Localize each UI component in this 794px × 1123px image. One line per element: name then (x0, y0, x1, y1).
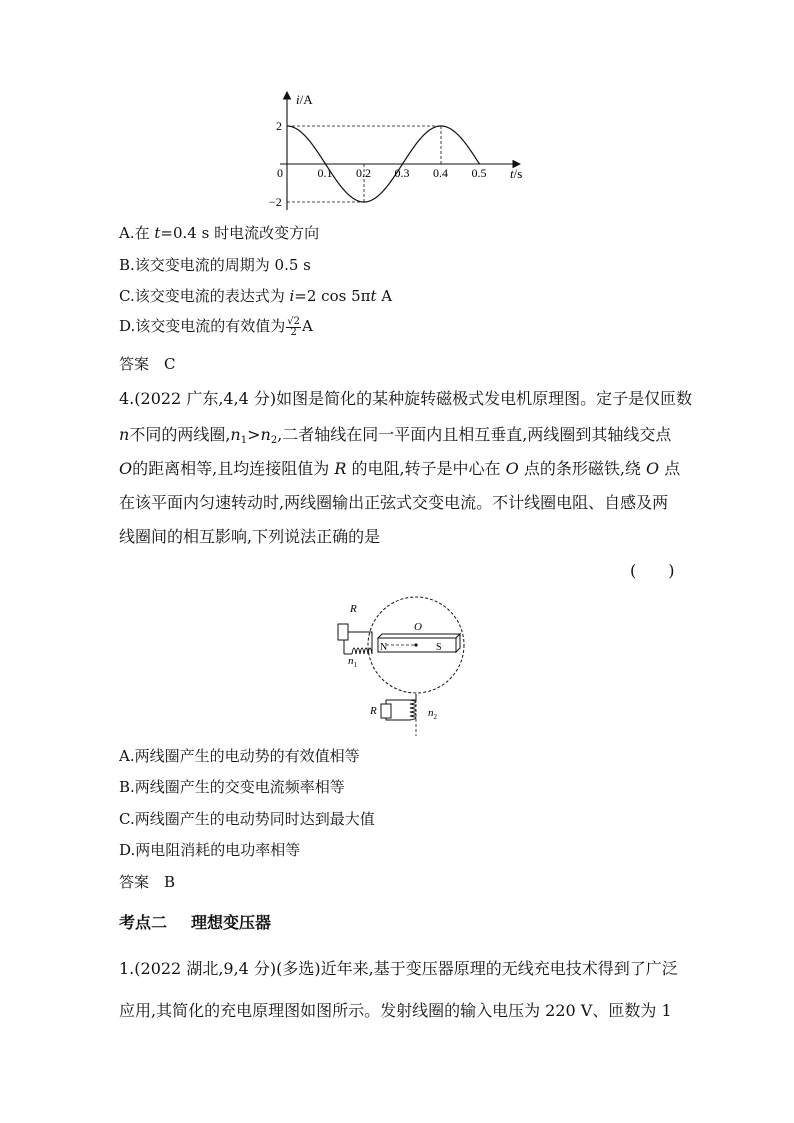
current-time-graph (260, 88, 530, 216)
q4-stem-line1: 4.(2022 广东,4,4 分)如图是简化的某种旋转磁极式发电机原理图。定子是仅匝数 (119, 389, 693, 408)
q4-answer: 答案 B (119, 873, 176, 891)
generator-diagram (330, 596, 470, 746)
y-tick-label: −2 (269, 195, 282, 209)
q4-option-b: B.两线圈产生的交变电流频率相等 (119, 778, 345, 796)
coil-n1 (338, 624, 372, 654)
resistor-label-2: R (370, 705, 377, 717)
q1-stem-line2: 应用,其简化的充电原理图如图所示。发射线圈的输入电压为 220 V、匝数为 1 (119, 1001, 672, 1020)
origin-label: 0 (277, 166, 283, 180)
x-tick-label: 0.5 (471, 166, 487, 180)
n1-label: $n_1$ (348, 655, 357, 669)
x-tick-label: 0.3 (394, 166, 410, 180)
q3-option-c: C.该交变电流的表达式为 i=2 cos 5πt A (119, 287, 393, 305)
center-o-label: O (414, 621, 422, 633)
resistor-label-1: R (350, 603, 357, 615)
q4-stem-line2: n不同的两线圈$,n_1>n_2$,二者轴线在同一平面内且相互垂直,两线圈到其轴线交点 (119, 425, 672, 446)
q3-answer: 答案 C (119, 355, 176, 373)
bar-magnet (378, 634, 460, 652)
q4-stem-line3: O的距离相等,且均连接阻值为 R 的电阻,转子是中心在 O 点的条形磁铁,绕 O 点 (119, 459, 681, 478)
q4-option-d: D.两电阻消耗的电功率相等 (119, 841, 301, 859)
y-axis-label: i/A (296, 92, 313, 107)
q3-option-d: D.该交变电流的有效值为 $\frac{√2}{2}$ A (119, 315, 313, 338)
q4-stem-line5: 线圈间的相互影响,下列说法正确的是 (119, 527, 381, 546)
x-tick-label: 0.4 (433, 166, 448, 180)
y-tick-label: 2 (276, 119, 282, 133)
q3-option-b: B.该交变电流的周期为 0.5 s (119, 256, 311, 274)
resistor-r2 (381, 704, 391, 718)
q4-stem-line4: 在该平面内匀速转动时,两线圈输出正弦式交变电流。不计线圈电阻、自感及两 (119, 493, 669, 512)
q3-option-a: A.在 t=0.4 s 时电流改变方向 (119, 224, 320, 242)
section-heading: 考点二 理想变压器 (119, 913, 272, 932)
resistor-r1 (338, 624, 348, 640)
coil-n2 (381, 694, 416, 736)
n-pole-label: N (380, 642, 388, 653)
n2-label: $n_2$ (428, 707, 437, 721)
fraction: $\frac{√2}{2}$ (287, 315, 300, 338)
q1-stem-line1: 1.(2022 湖北,9,4 分)(多选)近年来,基于变压器原理的无线充电技术得到了广泛 (119, 959, 678, 978)
q4-option-c: C.两线圈产生的电动势同时达到最大值 (119, 810, 375, 828)
x-tick-label: 0.2 (356, 166, 371, 180)
x-axis-label: t/s (510, 166, 523, 181)
s-pole-label: S (436, 642, 442, 653)
answer-bracket: ( ) (630, 561, 675, 580)
q4-option-a: A.两线圈产生的电动势的有效值相等 (119, 747, 360, 765)
x-tick-label: 0.1 (317, 166, 333, 180)
